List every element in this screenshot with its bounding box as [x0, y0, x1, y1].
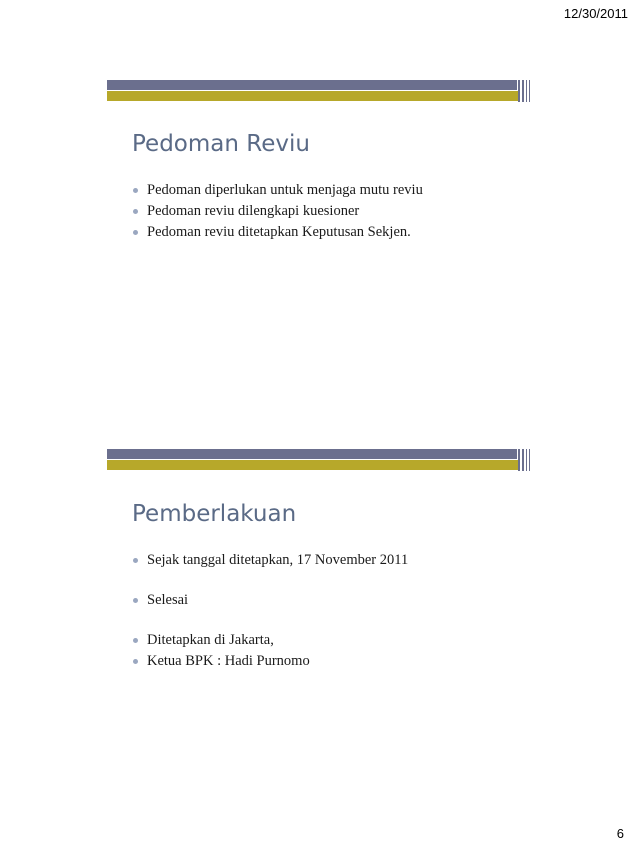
band-gold-stripe	[107, 460, 517, 470]
slide-title: Pemberlakuan	[132, 501, 297, 527]
list-item-text: Sejak tanggal ditetapkan, 17 November 2011	[147, 552, 409, 568]
bullet-icon	[133, 188, 138, 193]
list-item	[131, 651, 408, 672]
band-gold-stripe	[107, 91, 517, 101]
band-end-lines	[517, 80, 531, 102]
print-date: 12/30/2011	[563, 6, 628, 21]
page-number: 6	[616, 826, 624, 841]
list-item	[131, 550, 408, 571]
slide-pemberlakuan	[107, 449, 531, 669]
list-item	[131, 630, 408, 651]
list-item-text: Ketua BPK : Hadi Purnomo	[147, 653, 310, 669]
band-end-lines	[517, 449, 531, 471]
list-item-text: Selesai	[147, 592, 189, 608]
list-item-text: Pedoman diperlukan untuk menjaga mutu reviu	[147, 182, 423, 198]
list-item	[131, 590, 408, 611]
band-blue-stripe	[107, 449, 517, 459]
slide-pedoman-reviu	[107, 80, 531, 240]
bullet-list	[131, 180, 423, 243]
decorative-header-band	[107, 449, 531, 473]
list-item-text: Ditetapkan di Jakarta,	[147, 632, 274, 648]
list-item	[131, 180, 423, 201]
bullet-icon	[133, 598, 138, 603]
bullet-icon	[133, 230, 138, 235]
bullet-icon	[133, 558, 138, 563]
decorative-header-band	[107, 80, 531, 104]
bullet-list	[131, 550, 408, 672]
list-item-text: Pedoman reviu ditetapkan Keputusan Sekjen.	[147, 224, 411, 240]
slide-title: Pedoman Reviu	[132, 131, 310, 157]
list-item	[131, 201, 423, 222]
list-item-text: Pedoman reviu dilengkapi kuesioner	[147, 203, 360, 219]
list-item	[131, 222, 423, 243]
bullet-icon	[133, 659, 138, 664]
band-blue-stripe	[107, 80, 517, 90]
bullet-icon	[133, 638, 138, 643]
bullet-icon	[133, 209, 138, 214]
